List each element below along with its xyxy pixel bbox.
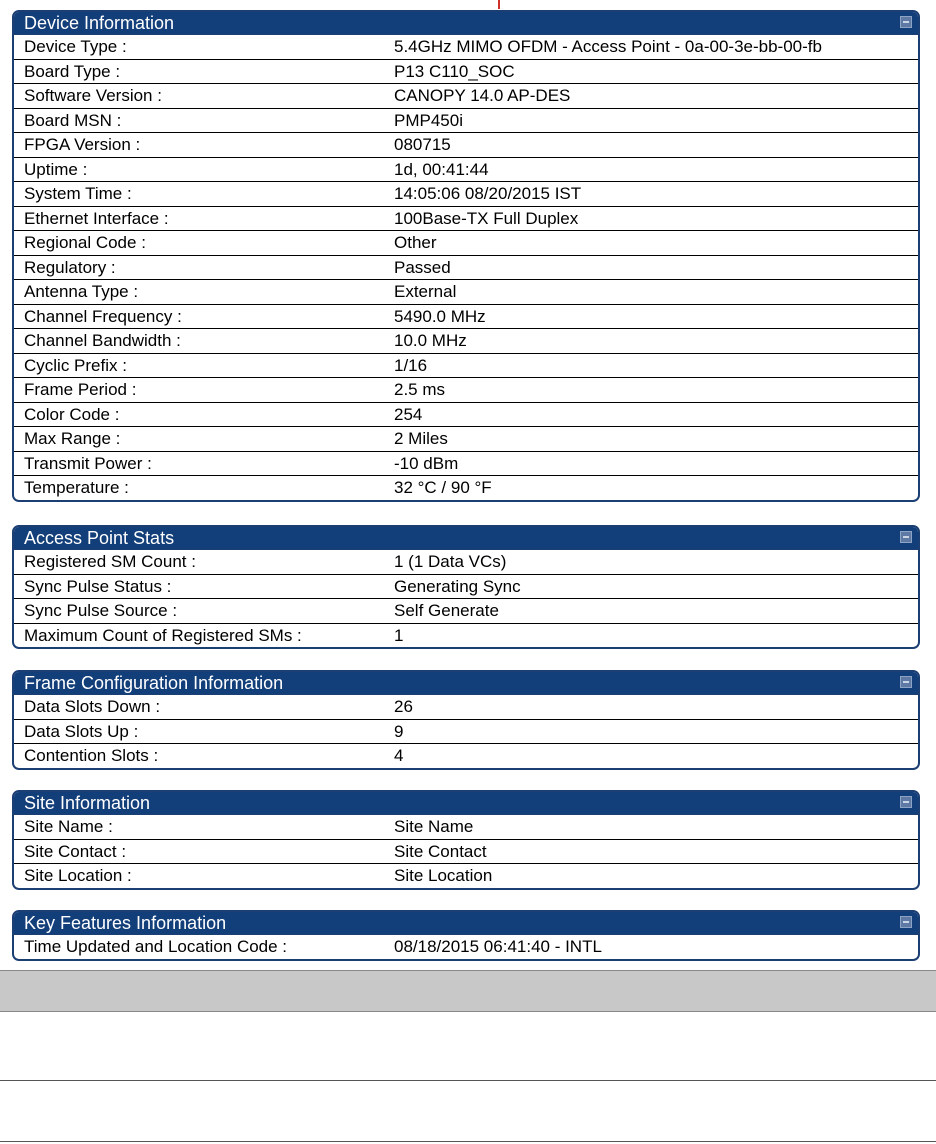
table-row [14, 230, 918, 255]
minimize-icon[interactable] [900, 531, 912, 543]
row-value: Self Generate [394, 601, 499, 621]
panel-header [14, 912, 918, 934]
row-label: Sync Pulse Source : [24, 601, 178, 621]
panel-title: Site Information [24, 793, 151, 813]
key-features-panel [12, 910, 920, 961]
row-label: Cyclic Prefix : [24, 355, 127, 375]
table-row [14, 402, 918, 427]
table-row [14, 328, 918, 353]
row-label: Uptime : [24, 159, 88, 179]
row-value: Site Name [394, 817, 474, 837]
table-row [14, 814, 918, 839]
row-value: 5.4GHz MIMO OFDM - Access Point - 0a-00-3e-bb-00-fb [394, 37, 822, 57]
table-row [14, 206, 918, 231]
panel-header [14, 527, 918, 549]
minimize-icon[interactable] [900, 676, 912, 688]
row-label: Board Type : [24, 61, 121, 81]
table-row [14, 719, 918, 744]
row-value: 08/18/2015 06:41:40 - INTL [394, 937, 602, 957]
row-value: 1 (1 Data VCs) [394, 552, 507, 572]
row-label: Registered SM Count : [24, 552, 196, 572]
table-row [14, 694, 918, 719]
table-row [14, 132, 918, 157]
minimize-icon[interactable] [900, 796, 912, 808]
table-row [14, 574, 918, 599]
panel-header [14, 792, 918, 814]
table-row [14, 255, 918, 280]
minimize-icon[interactable] [900, 916, 912, 928]
panel-title: Key Features Information [24, 913, 227, 933]
access-point-stats-panel [12, 525, 920, 649]
table-header-bar [0, 970, 936, 1012]
row-label: Ethernet Interface : [24, 208, 169, 228]
row-label: Frame Period : [24, 380, 137, 400]
device-information-panel [12, 10, 920, 502]
row-value: 1d, 00:41:44 [394, 159, 489, 179]
panel-rows [14, 34, 918, 500]
row-label: FPGA Version : [24, 135, 141, 155]
row-label: Transmit Power : [24, 453, 152, 473]
table-row [14, 59, 918, 84]
row-value: CANOPY 14.0 AP-DES [394, 86, 571, 106]
table-row [14, 839, 918, 864]
site-information-panel [12, 790, 920, 890]
table-row [14, 181, 918, 206]
table-row [14, 377, 918, 402]
table-row [14, 304, 918, 329]
top-marker [498, 0, 500, 9]
row-value: 26 [394, 697, 413, 717]
panel-title: Device Information [24, 13, 175, 33]
row-value: 9 [394, 721, 404, 741]
row-value: 4 [394, 746, 404, 766]
row-label: Time Updated and Location Code : [24, 937, 288, 957]
table-row [14, 108, 918, 133]
row-label: Color Code : [24, 404, 120, 424]
panel-rows [14, 934, 918, 959]
row-value: 080715 [394, 135, 451, 155]
row-label: Regulatory : [24, 257, 116, 277]
row-value: PMP450i [394, 110, 463, 130]
row-value: 2.5 ms [394, 380, 446, 400]
row-value: Site Contact [394, 841, 487, 861]
row-value: External [394, 282, 457, 302]
frame-configuration-panel [12, 670, 920, 770]
table-row [14, 549, 918, 574]
table-row [14, 83, 918, 108]
table-row [14, 598, 918, 623]
row-label: Site Contact : [24, 841, 127, 861]
panel-title: Frame Configuration Information [24, 673, 284, 693]
row-value: Other [394, 233, 437, 253]
divider [0, 1141, 936, 1142]
table-row [14, 451, 918, 476]
row-value: 1 [394, 625, 404, 645]
row-value: Passed [394, 257, 451, 277]
row-label: Board MSN : [24, 110, 122, 130]
divider [0, 1080, 936, 1081]
table-row [14, 934, 918, 959]
row-label: Maximum Count of Registered SMs : [24, 625, 302, 645]
table-row [14, 863, 918, 888]
row-value: 10.0 MHz [394, 331, 467, 351]
row-label: Software Version : [24, 86, 162, 106]
row-value: 32 °C / 90 °F [394, 478, 492, 498]
row-label: Regional Code : [24, 233, 146, 253]
table-row [14, 475, 918, 500]
row-label: Channel Frequency : [24, 306, 182, 326]
row-value: 1/16 [394, 355, 428, 375]
row-label: Max Range : [24, 429, 121, 449]
table-row [14, 743, 918, 768]
row-label: Site Name : [24, 817, 113, 837]
row-value: Generating Sync [394, 576, 521, 596]
row-label: Sync Pulse Status : [24, 576, 172, 596]
panel-header [14, 12, 918, 34]
panel-header [14, 672, 918, 694]
table-row [14, 623, 918, 648]
row-value: Site Location [394, 866, 493, 886]
row-label: Data Slots Down : [24, 697, 161, 717]
row-label: Data Slots Up : [24, 721, 139, 741]
row-value: -10 dBm [394, 453, 459, 473]
row-label: Contention Slots : [24, 746, 159, 766]
row-label: Temperature : [24, 478, 129, 498]
row-value: P13 C110_SOC [394, 61, 515, 81]
row-value: 254 [394, 404, 423, 424]
row-label: Device Type : [24, 37, 127, 57]
panel-rows [14, 814, 918, 888]
table-row [14, 353, 918, 378]
panel-rows [14, 694, 918, 768]
row-value: 100Base-TX Full Duplex [394, 208, 579, 228]
row-value: 2 Miles [394, 429, 448, 449]
table-row [14, 279, 918, 304]
panel-rows [14, 549, 918, 647]
table-row [14, 426, 918, 451]
table-row [14, 157, 918, 182]
row-label: System Time : [24, 184, 132, 204]
minimize-icon[interactable] [900, 16, 912, 28]
panel-title: Access Point Stats [24, 528, 175, 548]
row-label: Channel Bandwidth : [24, 331, 181, 351]
row-label: Site Location : [24, 866, 132, 886]
row-value: 5490.0 MHz [394, 306, 486, 326]
row-label: Antenna Type : [24, 282, 139, 302]
table-row [14, 34, 918, 59]
row-value: 14:05:06 08/20/2015 IST [394, 184, 582, 204]
